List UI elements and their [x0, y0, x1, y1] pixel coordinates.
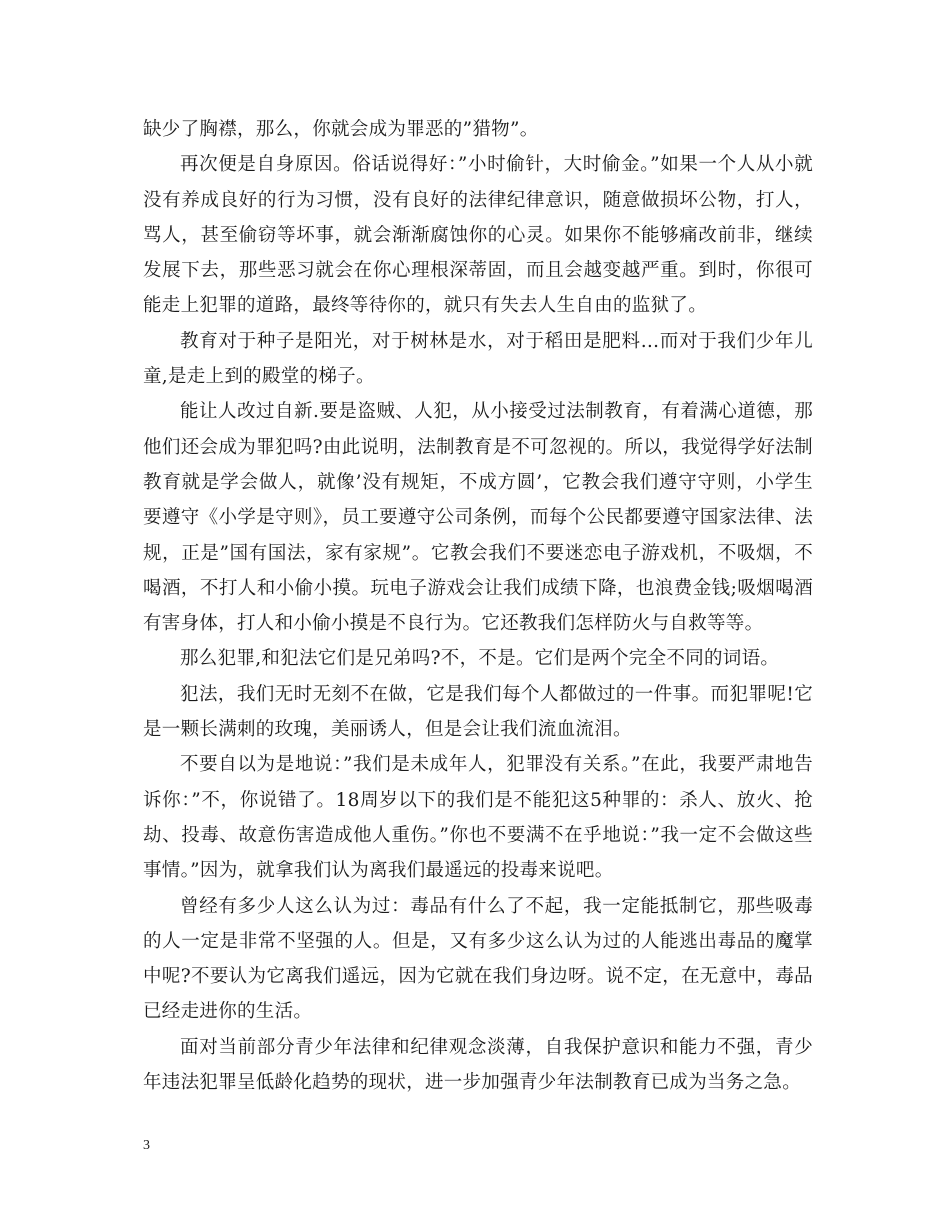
paragraph: 缺少了胸襟，那么，你就会成为罪恶的”猎物”。 — [143, 119, 539, 140]
paragraph: 面对当前部分青少年法律和纪律观念淡薄，自我保护意识和能力不强，青少年违法犯罪呈低龄化趋势的现状，进一步加强青少年法制教育已成为当务之急。 — [143, 1036, 813, 1094]
paragraph: 能让人改过自新.要是盗贼、人犯，从小接受过法制教育，有着满心道德，那他们还会成为罪犯吗?由此说明，法制教育是不可忽视的。所以，我觉得学好法制教育就是学会做人，就像’没有规矩，不成方圆’，它教会我们遵守守则，小学生要遵守《小学是守则》，员工要遵守公司条例，而每个公民都要遵守国家法律、法规，正是”国有国法，家有家规”。它教会我们不要迷恋电子游戏机，不吸烟，不喝酒，不打人和小偷小摸。玩电子游戏会让我们成绩下降，也浪费金钱;吸烟喝酒有害身体，打人和小偷小摸是不良行为。它还教我们怎样防火与自救等等。 — [143, 401, 813, 635]
paragraph: 犯法，我们无时无刻不在做，它是我们每个人都做过的一件事。而犯罪呢!它是一颗长满刺的玫瑰，美丽诱人，但是会让我们流血流泪。 — [143, 683, 813, 741]
paragraph: 教育对于种子是阳光，对于树林是水，对于稻田是肥料…而对于我们少年儿童,是走上到的殿堂的梯子。 — [143, 330, 813, 388]
document-body — [143, 112, 813, 1100]
paragraph: 曾经有多少人这么认为过：毒品有什么了不起，我一定能抵制它，那些吸毒的人一定是非常不坚强的人。但是，又有多少这么认为过的人能逃出毒品的魔掌中呢?不要认为它离我们遥远，因为它就在我们身边呀。说不定，在无意中，毒品已经走进你的生活。 — [143, 895, 813, 1023]
paragraph: 那么犯罪,和犯法它们是兄弟吗?不，不是。它们是两个完全不同的词语。 — [180, 648, 780, 670]
paragraph: 再次便是自身原因。俗话说得好：”小时偷针，大时偷金。”如果一个人从小就没有养成良好的行为习惯，没有良好的法律纪律意识，随意做损坏公物，打人，骂人，甚至偷窃等坏事，就会渐渐腐蚀你的心灵。如果你不能够痛改前非，继续发展下去，那些恶习就会在你心理根深蒂固，而且会越变越严重。到时，你很可能走上犯罪的道路，最终等待你的，就只有失去人生自由的监狱了。 — [143, 154, 813, 317]
page-number: 3 — [143, 1138, 150, 1153]
paragraph: 不要自以为是地说：”我们是未成年人，犯罪没有关系。”在此，我要严肃地告诉你：”不，你说错了。18周岁以下的我们是不能犯这5种罪的：杀人、放火、抢劫、投毒、故意伤害造成他人重伤。”你也不要满不在乎地说：”我一定不会做这些事情。”因为，就拿我们认为离我们最遥远的投毒来说吧。 — [143, 754, 813, 882]
